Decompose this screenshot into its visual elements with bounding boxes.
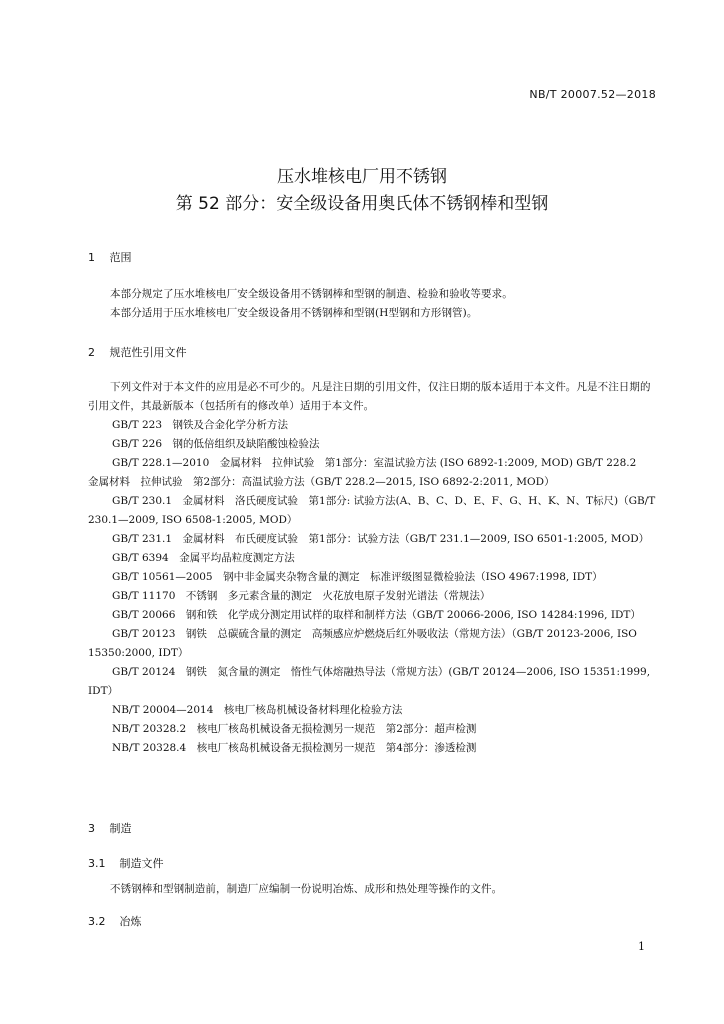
reference-item: GB/T 226 钢的低倍组织及缺陷酸蚀检验法	[112, 438, 320, 450]
section-title: 规范性引用文件	[109, 346, 187, 359]
reference-item: NB/T 20004—2014 核电厂核岛机械设备材料理化检验方法	[112, 704, 403, 716]
reference-item: GB/T 20066 钢和铁 化学成分测定用试样的取样和制样方法（GB/T 20066-2006, ISO 14284:1996, IDT）	[112, 609, 641, 621]
reference-item: GB/T 6394 金属平均晶粒度测定方法	[112, 552, 295, 564]
section-title: 范围	[109, 251, 132, 264]
section-3-1-heading	[88, 855, 164, 871]
reference-item: GB/T 223 钢铁及合金化学分析方法	[112, 419, 289, 431]
section-title: 冶炼	[119, 915, 142, 928]
section-number: 3	[88, 822, 95, 835]
reference-item: GB/T 231.1 金属材料 布氏硬度试验 第1部分：试验方法（GB/T 231.1—2009, ISO 6501-1:2005, MOD）	[112, 533, 650, 545]
reference-item: GB/T 228.1—2010 金属材料 拉伸试验 第1部分：室温试验方法 (ISO 6892-1:2009, MOD) GB/T 228.2 金属材料 拉伸试验 第2部分：高温试验方法（GB/T 228.2—2015, ISO 6892-2:2011, MOD）	[88, 457, 647, 488]
section-1-heading	[88, 249, 132, 265]
section-1-para-1: 本部分规定了压水堆核电厂安全级设备用不锈钢棒和型钢的制造、检验和验收等要求。	[110, 288, 513, 300]
reference-list	[88, 416, 656, 758]
standard-code: NB/T 20007.52—2018	[529, 88, 656, 101]
section-3-heading	[88, 820, 132, 836]
reference-item: GB/T 20124 钢铁 氮含量的测定 惰性气体熔融热导法（常规方法）(GB/T 20124—2006, ISO 15351:1999, IDT）	[88, 666, 651, 697]
section-title: 制造文件	[119, 857, 164, 870]
page-number: 1	[638, 940, 645, 953]
section-number: 2	[88, 346, 95, 359]
section-2-intro: 下列文件对于本文件的应用是必不可少的。凡是注日期的引用文件，仅注日期的版本适用于本文件。凡是不注日期的引用文件，其最新版本（包括所有的修改单）适用于本文件。	[88, 381, 651, 412]
section-3-2-heading	[88, 913, 142, 929]
reference-item: GB/T 230.1 金属材料 洛氏硬度试验 第1部分: 试验方法(A、B、C、D、E、F、G、H、K、N、T标尺)（GB/T 230.1—2009, ISO 6508-1:2005, MOD）	[88, 495, 656, 526]
reference-item: NB/T 20328.4 核电厂核岛机械设备无损检测另一规范 第4部分：渗透检测	[112, 742, 477, 754]
reference-item: GB/T 11170 不锈钢 多元素含量的测定 火花放电原子发射光谱法（常规法）	[112, 590, 491, 602]
document-title-line1: 压水堆核电厂用不锈钢	[277, 167, 447, 187]
section-1-para-2: 本部分适用于压水堆核电厂安全级设备用不锈钢棒和型钢(H型钢和方形钢管)。	[110, 307, 478, 319]
section-2-heading	[88, 344, 187, 360]
section-number: 3.1	[88, 857, 106, 870]
document-title-line2: 第 52 部分：安全级设备用奥氏体不锈钢棒和型钢	[175, 194, 549, 214]
reference-item: GB/T 20123 钢铁 总碳硫含量的测定 高频感应炉燃烧后红外吸收法（常规方法）（GB/T 20123-2006, ISO 15350:2000, IDT）	[88, 628, 637, 659]
section-title: 制造	[109, 822, 132, 835]
section-number: 3.2	[88, 915, 106, 928]
section-number: 1	[88, 251, 95, 264]
reference-item: GB/T 10561—2005 钢中非金属夹杂物含量的测定 标准评级图显微检验法（ISO 4967:1998, IDT）	[112, 571, 603, 583]
reference-item: NB/T 20328.2 核电厂核岛机械设备无损检测另一规范 第2部分：超声检测	[112, 723, 477, 735]
section-3-1-para: 不锈钢棒和型钢制造前，制造厂应编制一份说明冶炼、成形和热处理等操作的文件。	[110, 883, 503, 895]
